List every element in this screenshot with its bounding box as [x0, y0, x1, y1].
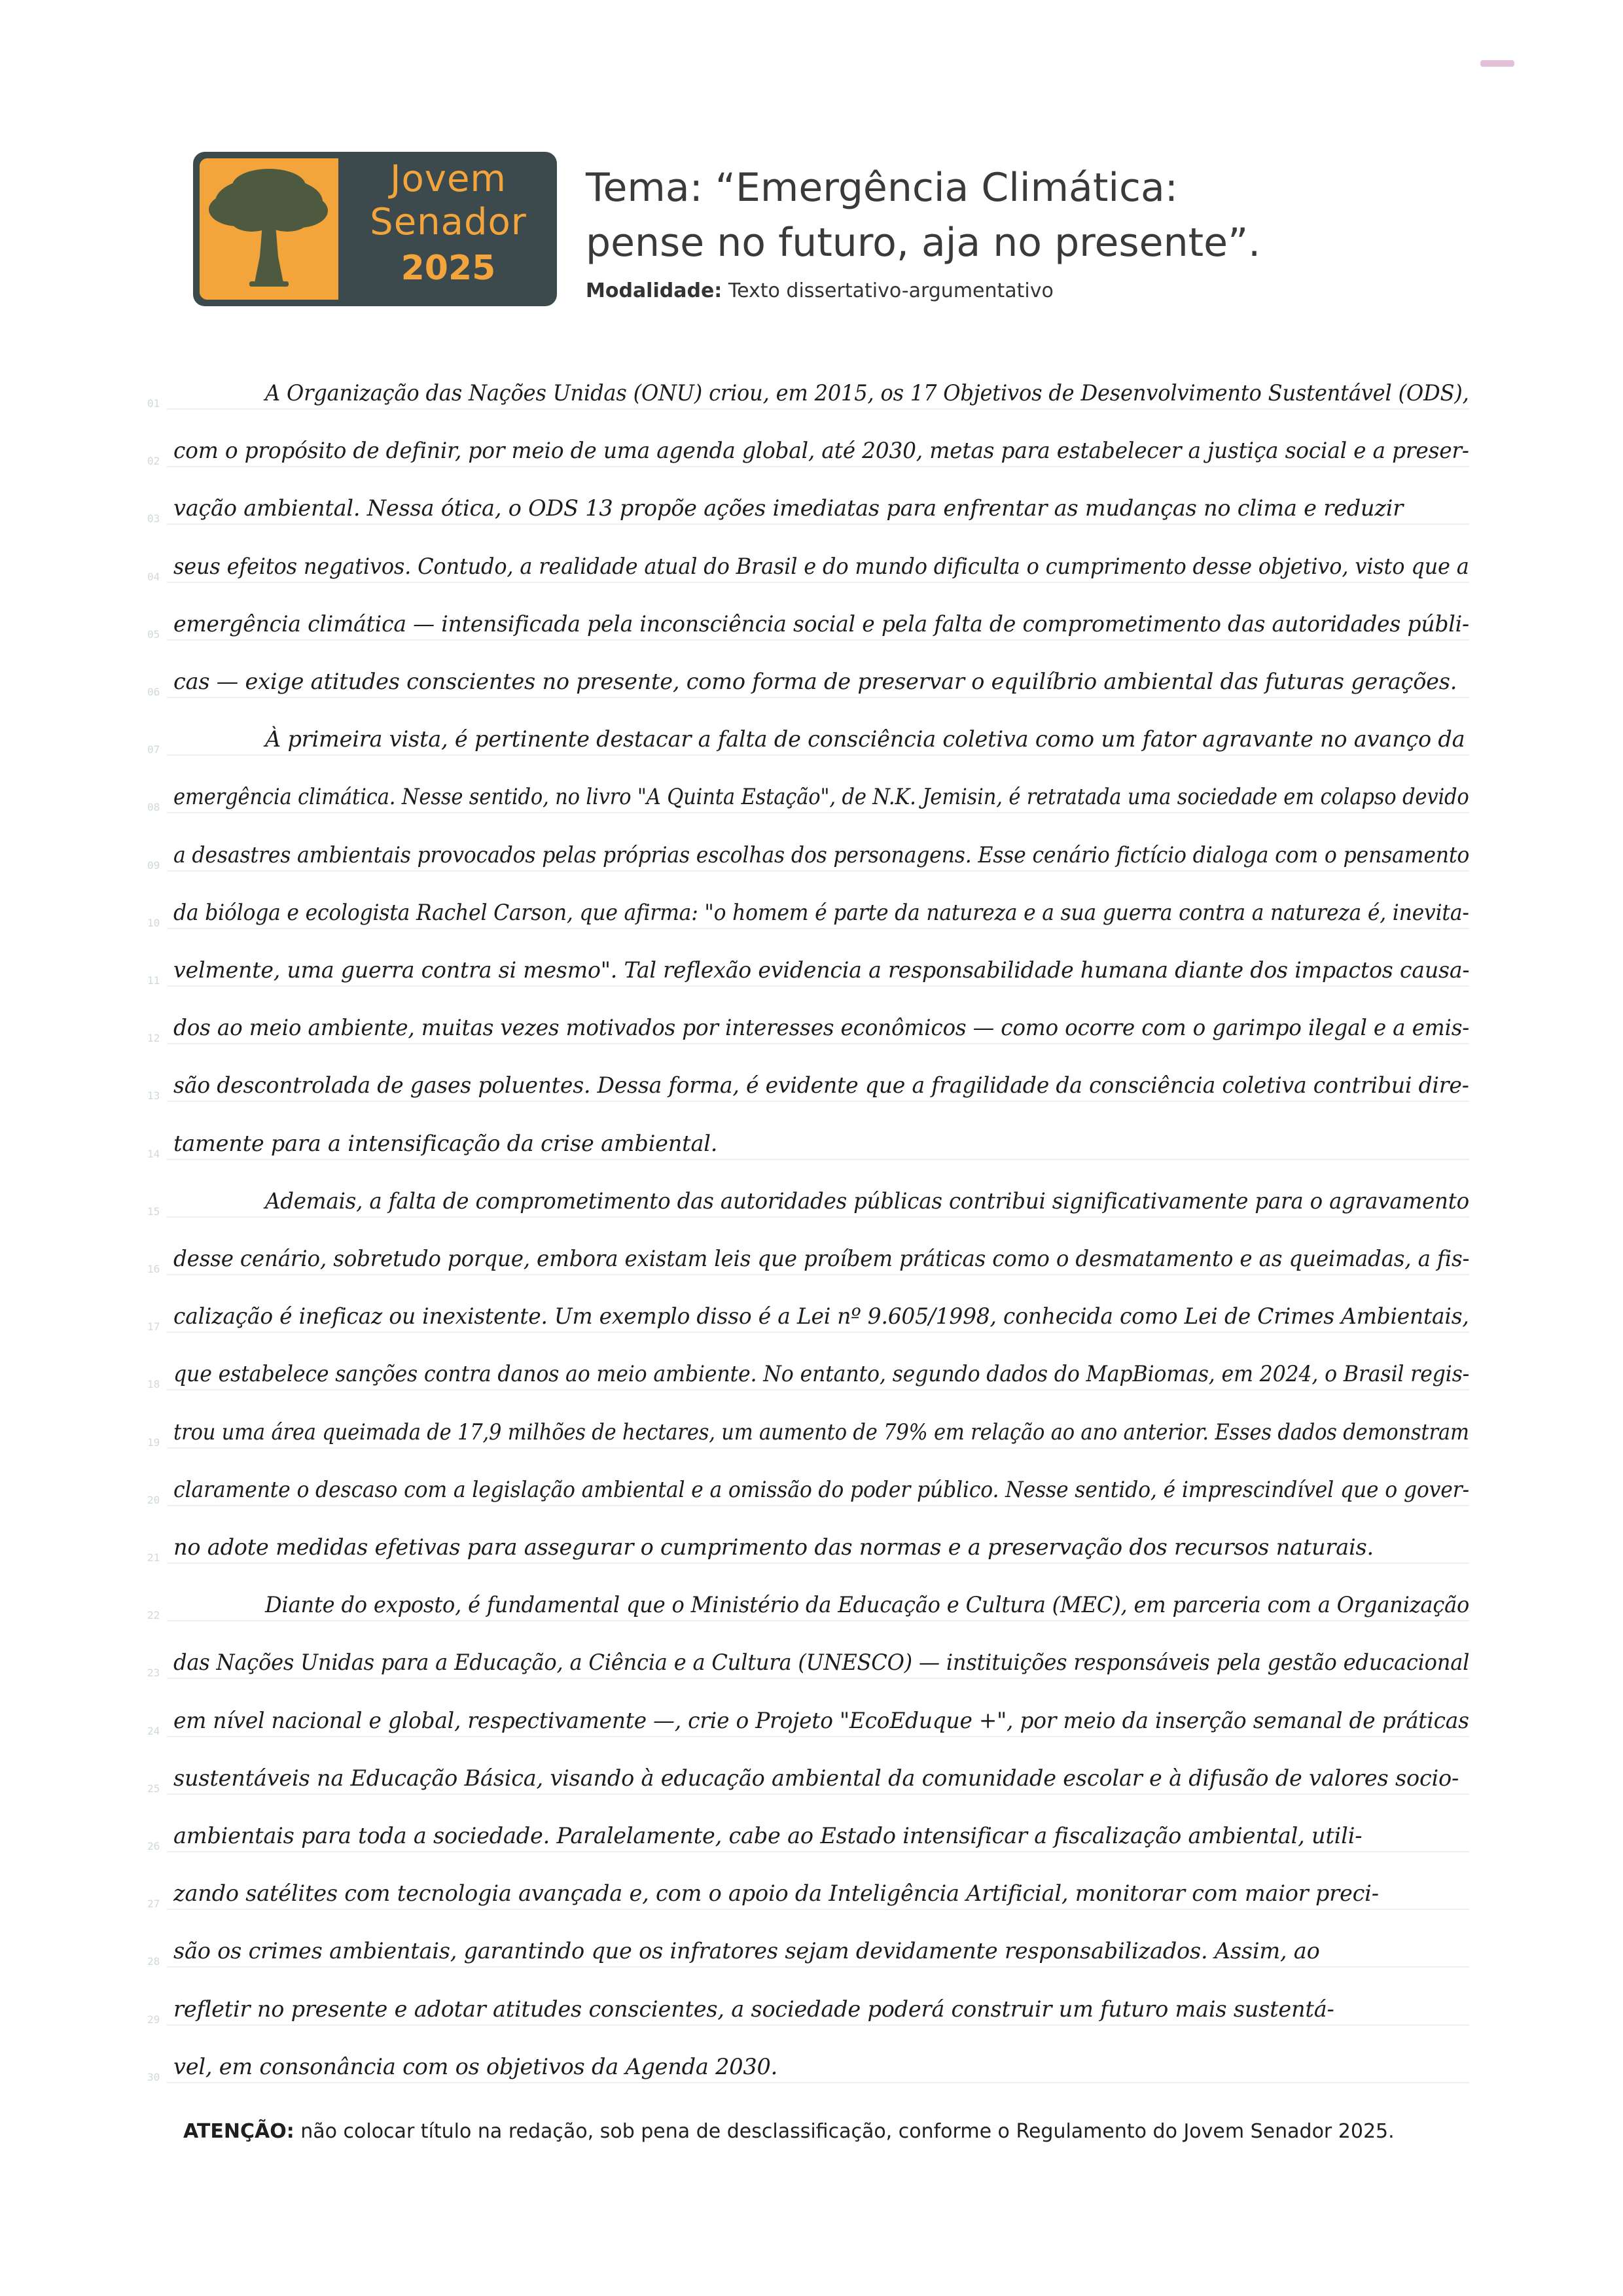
line-rule [167, 812, 1469, 813]
logo-word-jovem: Jovem [390, 158, 507, 200]
line-text: das Nações Unidas para a Educação, a Ciência e a Cultura (UNESCO) — instituições responsáveis pela gestão educacional [173, 1650, 1470, 1676]
line-number: 04 [147, 570, 160, 583]
line-rule [167, 697, 1469, 698]
line-rule [167, 928, 1469, 929]
warning-text: não colocar título na redação, sob pena de desclassificação, conforme o Regulamento do Jovem Senador 2025. [300, 2120, 1395, 2143]
line-rule [167, 2024, 1469, 2026]
line-text: velmente, uma guerra contra si mesmo". Tal reflexão evidencia a responsabilidade humana diante dos impactos causa- [173, 957, 1470, 983]
line-rule [167, 754, 1469, 756]
essay-line [147, 1398, 1469, 1454]
line-number: 20 [147, 1493, 160, 1506]
line-number: 24 [147, 1724, 160, 1737]
logo-word-senador: Senador [370, 201, 527, 243]
line-text: a desastres ambientais provocados pelas próprias escolhas dos personagens. Esse cenário fictício dialoga com o pensamento [173, 841, 1470, 868]
line-text: são descontrolada de gases poluentes. Dessa forma, é evidente que a fragilidade da consciência coletiva contribui dire- [173, 1072, 1469, 1099]
essay-line [147, 1916, 1469, 1973]
essay-line [147, 821, 1470, 877]
line-text: seus efeitos negativos. Contudo, a realidade atual do Brasil e do mundo dificulta o cumprimento desse objetivo, visto que a [173, 553, 1469, 579]
line-text: claramente o descaso com a legislação ambiental e a omissão do poder público. Nesse sentido, é imprescindível que o gover- [173, 1476, 1470, 1502]
line-text: trou uma área queimada de 17,9 milhões de hectares, um aumento de 79% em relação ao ano anterior. Esses dados demonstram [173, 1419, 1469, 1445]
essay-line [147, 1455, 1470, 1511]
line-rule [167, 1332, 1469, 1333]
line-text: são os crimes ambientais, garantindo que os infratores sejam devidamente responsabilizados. Assim, ao [173, 1938, 1320, 1964]
line-number: 21 [147, 1551, 160, 1564]
line-number: 10 [147, 916, 160, 929]
line-rule [167, 1909, 1469, 1910]
line-rule [167, 1851, 1469, 1852]
essay-line [147, 1109, 1469, 1165]
line-number: 30 [147, 2070, 160, 2083]
line-number: 01 [147, 397, 160, 410]
line-text: vação ambiental. Nessa ótica, o ODS 13 propõe ações imediatas para enfrentar as mudanças no clima e reduzir [173, 495, 1404, 521]
line-rule [167, 1447, 1469, 1449]
line-text: ambientais para toda a sociedade. Paralelamente, cabe ao Estado intensificar a fiscalização ambiental, utili- [173, 1823, 1363, 1848]
line-rule [167, 1159, 1469, 1160]
line-number: 09 [147, 858, 160, 872]
essay-line [147, 936, 1470, 992]
line-text: da bióloga e ecologista Rachel Carson, que afirma: "o homem é parte da natureza e a sua guerra contra a natureza é, inevita- [173, 899, 1469, 925]
line-rule [167, 582, 1469, 583]
line-number: 17 [147, 1320, 160, 1333]
line-rule [167, 1274, 1469, 1275]
line-number: 12 [147, 1032, 160, 1045]
essay-line [147, 993, 1470, 1050]
line-rule [167, 1678, 1469, 1679]
essay-line [147, 647, 1469, 703]
line-number: 07 [147, 743, 160, 756]
line-text: À primeira vista, é pertinente destacar a falta de consciência coletiva como um fator agravante no avanço da [265, 726, 1465, 752]
essay-line [147, 359, 1469, 415]
line-text: desse cenário, sobretudo porque, embora existam leis que proíbem práticas como o desmatamento e as queimadas, a fis- [173, 1246, 1470, 1271]
line-number: 15 [147, 1205, 160, 1218]
line-text: refletir no presente e adotar atitudes conscientes, a sociedade poderá construir um futuro mais sustentá- [173, 1996, 1334, 2022]
essay-line [147, 1744, 1469, 1800]
essay-line [147, 1628, 1470, 1684]
essay-line [147, 705, 1469, 761]
theme-line-2: pense no futuro, aja no presente”. [586, 220, 1261, 266]
line-rule [167, 870, 1469, 872]
line-number: 13 [147, 1089, 160, 1103]
line-text: sustentáveis na Educação Básica, visando à educação ambiental da comunidade escolar e à difusão de valores socio- [173, 1765, 1459, 1791]
line-text: tamente para a intensificação da crise ambiental. [173, 1130, 718, 1156]
line-text: Ademais, a falta de comprometimento das autoridades públicas contribui significativamente para o agravamento [265, 1188, 1469, 1214]
line-text: zando satélites com tecnologia avançada e, com o apoio da Inteligência Artificial, monitorar com maior preci- [173, 1881, 1379, 1907]
essay-line [147, 1859, 1469, 1915]
line-text: no adote medidas efetivas para assegurar o cumprimento das normas e a preservação dos recursos naturais. [173, 1534, 1374, 1560]
line-number: 19 [147, 1436, 160, 1449]
essay-line [147, 1801, 1469, 1858]
line-number: 05 [147, 627, 160, 641]
line-number: 14 [147, 1147, 160, 1160]
theme-line-1: Tema: “Emergência Climática: [586, 165, 1178, 211]
line-rule [167, 1620, 1469, 1621]
essay-line [147, 1686, 1469, 1742]
line-text: Diante do exposto, é fundamental que o Ministério da Educação e Cultura (MEC), em parceria com a Organização [265, 1592, 1470, 1618]
essay-line [147, 1282, 1469, 1338]
essay-line [147, 474, 1469, 530]
essay-line [147, 1051, 1469, 1107]
line-rule [167, 523, 1469, 525]
line-number: 27 [147, 1898, 160, 1911]
line-rule [167, 1101, 1469, 1102]
modality-value: Texto dissertativo-argumentativo [728, 279, 1054, 302]
line-number: 23 [147, 1667, 160, 1680]
line-rule [167, 1389, 1469, 1390]
warning-note [183, 2120, 1395, 2143]
line-number: 11 [147, 974, 160, 987]
line-text: emergência climática — intensificada pela inconsciência social e pela falta de comprometimento das autoridades públi- [173, 610, 1469, 637]
line-number: 03 [147, 512, 160, 525]
line-text: cas — exige atitudes conscientes no presente, como forma de preservar o equilíbrio ambiental das futuras gerações. [173, 669, 1457, 694]
line-rule [167, 1505, 1469, 1506]
line-text: em nível nacional e global, respectivamente —, crie o Projeto "EcoEduque +", por meio da inserção semanal de práticas [173, 1707, 1469, 1733]
line-rule [167, 1966, 1469, 1968]
line-number: 06 [147, 686, 160, 698]
line-rule [167, 2082, 1469, 2083]
line-text: A Organização das Nações Unidas (ONU) criou, em 2015, os 17 Objetivos de Desenvolvimento Sustentável (ODS), [265, 380, 1469, 406]
line-text: dos ao meio ambiente, muitas vezes motivados por interesses econômicos — como ocorre com o garimpo ilegal e a emis- [173, 1015, 1470, 1041]
essay-line [147, 416, 1469, 472]
line-text: que estabelece sanções contra danos ao meio ambiente. No entanto, segundo dados do MapBiomas, em 2024, o Brasil regis- [173, 1361, 1470, 1387]
essay-line [147, 2032, 1469, 2089]
line-text: vel, em consonância com os objetivos da Agenda 2030. [173, 2053, 778, 2079]
line-rule [167, 466, 1469, 467]
line-number: 29 [147, 2013, 160, 2026]
essay-line [147, 1570, 1470, 1627]
line-number: 28 [147, 1955, 160, 1968]
essay-line [147, 1167, 1469, 1223]
line-rule [167, 408, 1469, 410]
logo-year: 2025 [401, 249, 496, 288]
warning-label: ATENÇÃO: [183, 2120, 294, 2143]
essay-line [147, 1339, 1470, 1396]
line-rule [167, 1793, 1469, 1795]
essay-line [147, 1224, 1470, 1280]
essay-line [147, 1513, 1469, 1569]
modality-label: Modalidade: [586, 279, 722, 302]
line-number: 02 [147, 455, 160, 468]
line-rule [167, 1563, 1469, 1564]
essay-line [147, 878, 1469, 934]
line-number: 26 [147, 1840, 160, 1852]
line-number: 18 [147, 1378, 160, 1391]
line-rule [167, 1736, 1469, 1737]
line-rule [167, 639, 1469, 641]
line-text: emergência climática. Nesse sentido, no livro "A Quinta Estação", de N.K. Jemisin, é retratada uma sociedade em colapso devido [173, 784, 1469, 810]
line-rule [167, 1043, 1469, 1044]
line-number: 08 [147, 801, 160, 814]
essay-line [147, 762, 1469, 819]
line-text: com o propósito de definir, por meio de uma agenda global, até 2030, metas para estabelecer a justiça social e a preser- [173, 438, 1469, 464]
line-number: 22 [147, 1609, 160, 1622]
essay-line [147, 590, 1469, 646]
line-text: calização é ineficaz ou inexistente. Um exemplo disso é a Lei nº 9.605/1998, conhecida como Lei de Crimes Ambientais, [173, 1303, 1469, 1330]
line-number: 16 [147, 1263, 160, 1275]
line-number: 25 [147, 1782, 160, 1795]
essay-line [147, 532, 1469, 588]
essay-line [147, 1975, 1469, 2031]
line-rule [167, 985, 1469, 987]
line-rule [167, 1216, 1469, 1218]
